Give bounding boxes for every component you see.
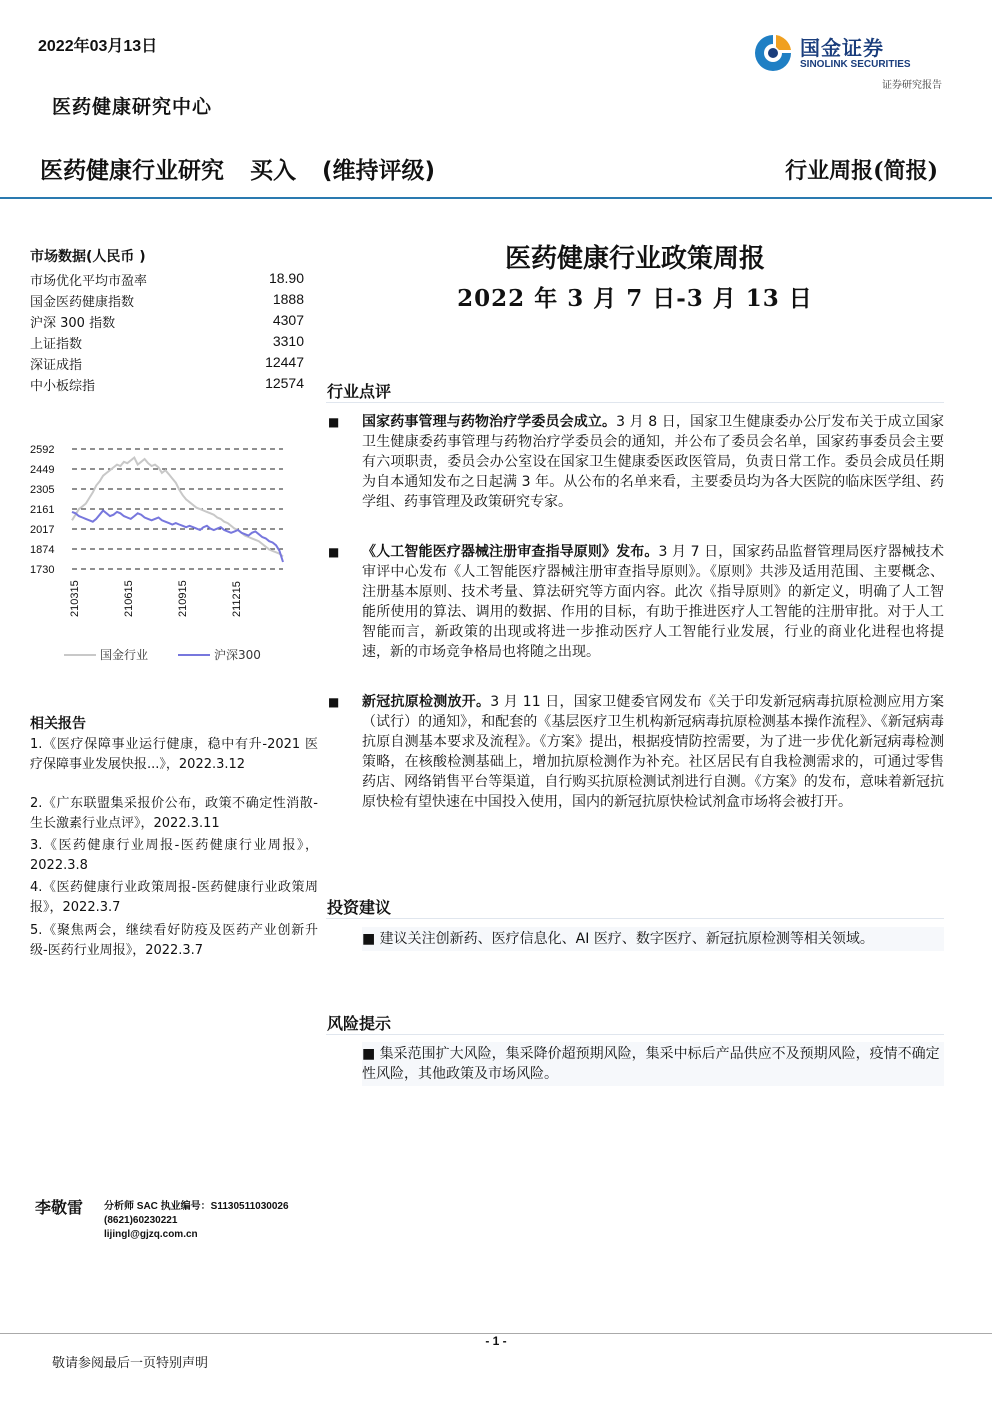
main-title: 医药健康行业政策周报 (504, 244, 765, 274)
industry-name: 医药健康行业研究 (40, 158, 224, 184)
market-row-label: 市场优化平均市盈率 (30, 274, 148, 289)
logo-mark-icon (752, 32, 794, 74)
section-title-comment: 行业点评 (327, 382, 392, 401)
comment-bullet-body: 3 月 8 日，国家卫生健康委办公厅发布关于成立国家卫生健康委药事管理与药物治疗学委员会的通知，并公布了委员会名单，国家药事委员会主要有六项职责，委员会办公室设在国家卫生健康委医政医管局，负责日常工作。委员会成员任期为自本通知发布之日起满 3 年。从公布的名单来看，主要委员均为各大医院的临床医学组、药学组、药事管理及政策研究专家。 (362, 414, 944, 510)
chart-y-ticks (30, 444, 54, 576)
chart-y-tick-label: 2305 (30, 484, 55, 496)
comment-bullet-lead: 《人工智能医疗器械注册审查指导原则》发布。 (362, 544, 659, 560)
bullet-square-icon: ■ (328, 545, 340, 559)
market-row (30, 333, 304, 353)
headline (40, 152, 453, 185)
related-report-item[interactable]: 5.《聚焦两会，继续看好防疫及医药产业创新升级-医药行业周报》，2022.3.7 (30, 923, 318, 958)
chart-y-tick-label: 1730 (30, 564, 55, 576)
comment-bullet (362, 692, 944, 812)
logo-subtitle: 证券研究报告 (882, 80, 942, 91)
related-report-item[interactable]: 3.《医药健康行业周报-医药健康行业周报》，2022.3.8 (30, 838, 318, 873)
section-divider (326, 1034, 944, 1035)
market-row (30, 291, 304, 311)
index-line-chart (28, 436, 318, 672)
market-row-label: 中小板综指 (30, 379, 96, 394)
report-type: 行业周报(简报) (785, 158, 938, 184)
chart-legend (64, 647, 261, 662)
main-date-range: 2022 年 3 月 7 日-3 月 13 日 (457, 285, 813, 312)
chart-y-tick-label: 2161 (30, 504, 55, 516)
chart-x-tick-label: 210615 (123, 580, 135, 617)
chart-x-tick-label: 210915 (177, 580, 189, 617)
chart-series-line (72, 458, 283, 557)
chart-y-tick-label: 2592 (30, 444, 55, 456)
section-title-risk: 风险提示 (327, 1014, 392, 1033)
chart-series (72, 458, 283, 562)
market-row-label: 深证成指 (30, 358, 83, 373)
page-number: - 1 - (485, 1334, 507, 1348)
logo-name-en: SINOLINK SECURITIES (800, 59, 911, 70)
market-row-value: 18.90 (268, 270, 304, 286)
comment-bullet (362, 542, 944, 662)
related-report-item[interactable]: 4.《医药健康行业政策周报-医药健康行业政策周报》，2022.3.7 (30, 880, 318, 915)
chart-x-tick-label: 210315 (69, 580, 81, 617)
rating: 买入 (250, 158, 297, 184)
chart-y-tick-label: 2449 (30, 464, 55, 476)
chart-grid (72, 449, 283, 569)
chart-series-line (72, 511, 283, 563)
bullet-square-icon: ■ (328, 695, 340, 709)
comment-bullet-lead: 新冠抗原检测放开。 (362, 694, 491, 710)
company-logo (752, 30, 942, 92)
market-row-label: 上证指数 (30, 337, 83, 352)
header-divider (0, 197, 992, 199)
report-date: 2022年03月13日 (38, 38, 158, 55)
market-row-value: 12574 (265, 375, 304, 391)
market-row (30, 354, 304, 374)
market-row-value: 3310 (272, 333, 304, 349)
section-title-investment: 投资建议 (327, 898, 392, 917)
comment-bullet-body: 3 月 7 日，国家药品监督管理局医疗器械技术审评中心发布《人工智能医疗器械注册审查指导原则》。《原则》共涉及适用范围、主要概念、注册基本原则、技术考量、算法研究等方面内容。此次《指导原则》的新定义，明确了人工智能所使用的算法、调用的数据、作用的目标，有助于推进医疗人工智能的注册审批。对于人工智能而言，新政策的出现或将进一步推动医疗人工智能行业发展，行业的商业化进程也将提速，新的市场竞争格局也将随之出现。 (362, 544, 945, 660)
market-row-label: 沪深 300 指数 (30, 316, 116, 331)
related-reports-title: 相关报告 (30, 716, 86, 732)
section-divider (326, 402, 944, 403)
market-row-label: 国金医药健康指数 (30, 295, 135, 310)
risk-warning: ■ 集采范围扩大风险，集采降价超预期风险，集采中标后产品供应不及预期风险，疫情不确定性风险，其他政策及市场风险。 (362, 1042, 944, 1086)
comment-bullet (362, 412, 944, 512)
chart-legend-label: 沪深300 (214, 648, 261, 662)
logo-name-cn: 国金证券 (800, 36, 884, 60)
market-row-value: 4307 (272, 312, 304, 328)
disclaimer-note: 敬请参阅最后一页特别声明 (52, 1356, 209, 1371)
section-divider (326, 918, 944, 919)
market-row (30, 375, 304, 395)
market-row-value: 12447 (265, 354, 304, 370)
author-email[interactable]: lijingl@gjzq.com.cn (104, 1229, 198, 1240)
chart-x-tick-label: 211215 (231, 581, 243, 617)
chart-x-ticks (69, 580, 243, 617)
chart-y-tick-label: 2017 (30, 524, 55, 536)
related-report-item[interactable]: 1.《医疗保障事业运行健康，稳中有升-2021 医疗保障事业发展快报...》，2022.3.12 (30, 737, 318, 772)
market-row (30, 312, 304, 332)
research-center-name: 医药健康研究中心 (52, 96, 213, 118)
related-report-item[interactable]: 2.《广东联盟集采报价公布，政策不确定性消散-生长激素行业点评》，2022.3.11 (30, 796, 318, 831)
author-sac-number: 分析师 SAC 执业编号：S1130511030026 (104, 1201, 289, 1212)
investment-advice: ■ 建议关注创新药、医疗信息化、AI 医疗、数字医疗、新冠抗原检测等相关领域。 (362, 927, 944, 951)
comment-bullet-body: 3 月 11 日，国家卫健委官网发布《关于印发新冠病毒抗原检测应用方案（试行）的通知》，和配套的《基层医疗卫生机构新冠病毒抗原检测基本操作流程》、《新冠病毒抗原自测基本要求及流程》。《方案》提出，根据疫情防控需要，为了进一步优化新冠病毒检测策略，在核酸检测基础上，增加抗原检测作为补充。社区居民有自我检测需求的，可通过零售药店、网络销售平台等渠道，自行购买抗原检测试剂进行自测。《方案》的发布，意味着新冠抗原快检有望快速在中国投入使用，国内的新冠抗原快检试剂盒市场将会被打开。 (362, 694, 944, 810)
chart-legend-label: 国金行业 (100, 648, 149, 662)
author-contact (104, 1200, 289, 1242)
chart-y-tick-label: 1874 (30, 544, 55, 556)
comment-bullet-lead: 国家药事管理与药物治疗学委员会成立。 (362, 414, 617, 430)
market-data-title: 市场数据(人民币 ) (30, 249, 146, 265)
bullet-square-icon: ■ (328, 415, 340, 429)
author-name: 李敬雷 (35, 1198, 84, 1217)
market-row-value: 1888 (272, 291, 304, 307)
rating-note: (维持评级) (322, 158, 436, 184)
author-phone: (8621)60230221 (104, 1215, 178, 1226)
market-row (30, 270, 304, 290)
